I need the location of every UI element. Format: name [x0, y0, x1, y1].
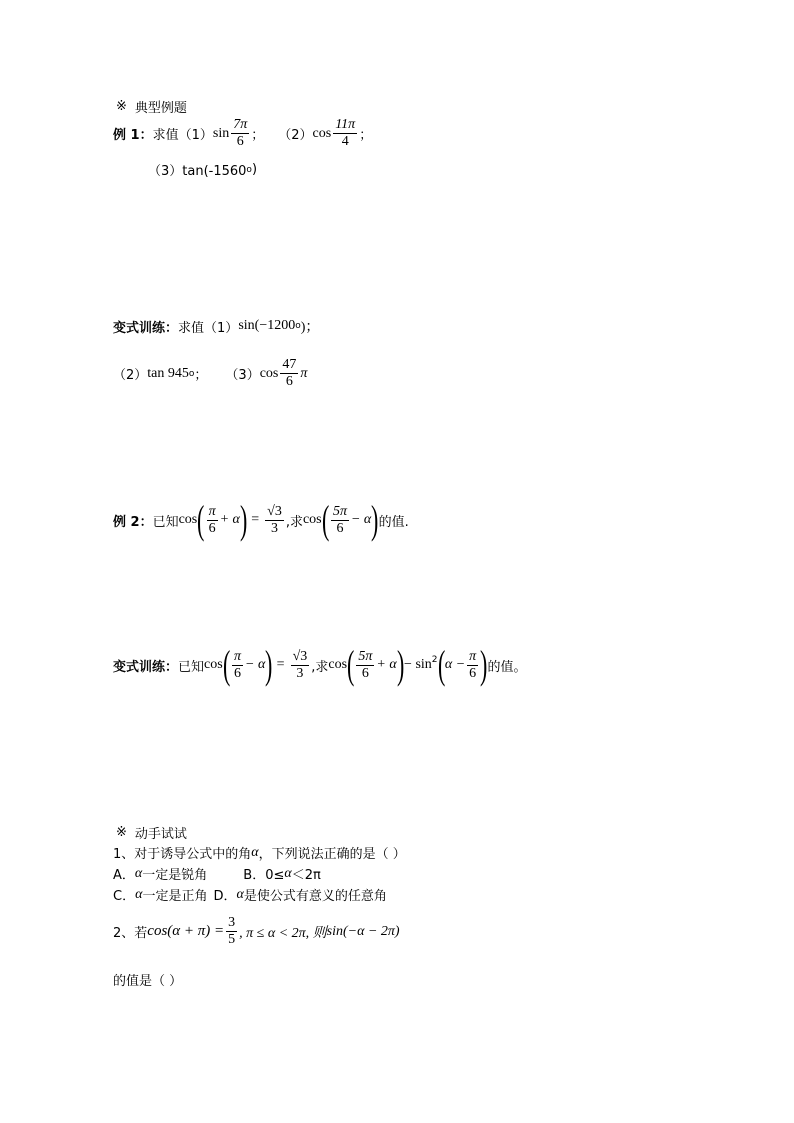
reference-mark: ※ [116, 825, 127, 840]
cos-function: cos [312, 125, 332, 141]
reference-mark: ※ [116, 99, 127, 114]
tail-text: 的值. [378, 514, 409, 530]
numerator: 5π [358, 648, 373, 664]
numerator: 11π [335, 117, 356, 132]
stem-text: 1、对于诱导公式中的角 [113, 847, 252, 862]
alpha-term: − α [245, 657, 266, 672]
denominator: 6 [336, 520, 344, 536]
section-title: 动手试试 [134, 827, 187, 842]
alpha-symbol: α [135, 886, 143, 902]
cos-function: cos [259, 365, 279, 381]
denominator: 6 [361, 665, 369, 681]
sin-function: sin [212, 125, 230, 141]
example-1 [113, 117, 372, 150]
question-2-tail [113, 970, 182, 989]
separator: ； [194, 368, 208, 383]
question-1-stem [113, 843, 406, 862]
fraction [291, 649, 310, 682]
sin-function: − sin [404, 657, 432, 672]
fraction [331, 504, 349, 537]
part-label: （3） [225, 368, 260, 383]
alpha-term: + α [376, 657, 397, 672]
separator: ； [251, 128, 265, 143]
tail-text: 的值是（ ） [113, 974, 183, 989]
part-label: （1） [204, 320, 239, 336]
numerator: √3 [267, 503, 282, 519]
question-1-options-ab [113, 864, 321, 883]
variation-1 [113, 316, 319, 336]
cos-expression: cos(α + π) = [147, 923, 225, 939]
prompt: 求值 [178, 320, 205, 336]
option-d-label: D． [213, 889, 237, 904]
option-a-text: 一定是锐角 [142, 868, 208, 883]
part-label: （2） [278, 128, 313, 143]
left-paren: ( [197, 497, 205, 542]
fraction [232, 649, 243, 682]
denominator: 6 [236, 134, 244, 149]
seek-text: ,求 [285, 514, 303, 530]
example-label: 例 2： [113, 514, 153, 530]
numerator: 7π [233, 117, 248, 132]
stem-text: ，下列说法正确的是（ ） [258, 847, 406, 862]
exponent: 2 [431, 655, 438, 665]
close-paren: ) [251, 162, 258, 177]
section-heading-examples [116, 97, 187, 116]
denominator: 6 [234, 665, 242, 681]
option-c-text: 一定是正角 [142, 889, 208, 904]
variation-label: 变式训练： [113, 659, 179, 675]
option-c-label: C． [113, 889, 136, 904]
cos-function: cos [302, 512, 322, 527]
section-title: 典型例题 [134, 101, 187, 116]
right-paren: ) [371, 497, 379, 542]
alpha-term: + α [219, 512, 240, 527]
denominator: 6 [285, 374, 293, 389]
denominator: 6 [208, 520, 216, 536]
fraction [207, 504, 218, 537]
cos-function: cos [328, 657, 348, 672]
section-heading-practice [116, 823, 187, 842]
right-paren: ) [265, 642, 273, 687]
numerator: 47 [282, 357, 297, 372]
seek-text: ,求 [311, 659, 329, 675]
example-2 [113, 497, 409, 542]
example-1-part-3 [148, 160, 257, 179]
degree-sign: o [246, 164, 252, 175]
fraction [333, 117, 357, 150]
equals: = [251, 512, 260, 527]
pi-symbol: π [300, 365, 308, 381]
numerator: π [208, 503, 216, 519]
option-d-text: 是使公式有意义的任意角 [243, 889, 387, 904]
fraction [280, 357, 298, 390]
right-paren: ) [396, 642, 405, 687]
numerator: √3 [292, 648, 308, 664]
expression: sin(−1200 [238, 318, 296, 333]
part-label: （1） [178, 128, 213, 143]
denominator: 3 [296, 665, 304, 681]
fraction [231, 117, 249, 150]
part-label: （2） [113, 368, 148, 383]
condition: , π ≤ α < 2π, 则 [239, 925, 327, 941]
numerator: 5π [332, 503, 347, 519]
degree-sign: o [295, 321, 301, 331]
denominator: 4 [341, 134, 349, 149]
equals: = [276, 657, 285, 672]
expression: tan 945 [147, 365, 189, 381]
cos-function: cos [178, 512, 198, 527]
prompt: 求值 [152, 128, 179, 143]
question-2-stem [113, 915, 400, 948]
known-text: 已知 [178, 659, 205, 675]
numerator: π [469, 648, 477, 664]
numerator: π [234, 648, 242, 664]
left-paren: ( [347, 642, 355, 687]
option-b-label: B．0≤ [243, 868, 285, 883]
alpha-symbol: α [134, 865, 143, 881]
denominator: 5 [228, 932, 236, 947]
option-a-label: A． [113, 868, 135, 883]
numerator: 3 [228, 915, 236, 930]
cos-function: cos [204, 657, 223, 672]
example-label: 例 1： [113, 128, 153, 143]
degree-sign: o [188, 368, 195, 379]
separator: ； [359, 128, 373, 143]
option-b-text: ＜2π [291, 868, 321, 883]
fraction [467, 649, 478, 682]
left-paren: ( [437, 642, 445, 687]
alpha-symbol: α [251, 844, 259, 860]
right-paren: ) [480, 642, 488, 687]
variation-label: 变式训练： [113, 320, 179, 336]
tail-text: 的值。 [487, 659, 527, 675]
alpha-term: − α [350, 512, 372, 527]
fraction [356, 649, 374, 682]
alpha-symbol: α [236, 886, 244, 902]
alpha-symbol: α [284, 865, 292, 881]
right-paren: ) [239, 497, 248, 542]
fraction [265, 504, 284, 537]
part-expression: （3）tan(-1560 [148, 164, 247, 179]
sin-expression: sin(−α − 2π) [326, 923, 400, 939]
known-text: 已知 [152, 514, 179, 530]
denominator: 3 [270, 520, 278, 536]
alpha-term: α − [444, 657, 466, 672]
left-paren: ( [321, 497, 329, 542]
variation-2 [113, 642, 527, 687]
close-paren: )； [300, 320, 320, 335]
fraction [226, 915, 237, 948]
variation-1-parts [113, 357, 307, 390]
question-1-options-cd [113, 885, 387, 904]
stem-text: 2、若 [113, 926, 148, 941]
denominator: 6 [469, 665, 477, 681]
left-paren: ( [222, 642, 231, 687]
